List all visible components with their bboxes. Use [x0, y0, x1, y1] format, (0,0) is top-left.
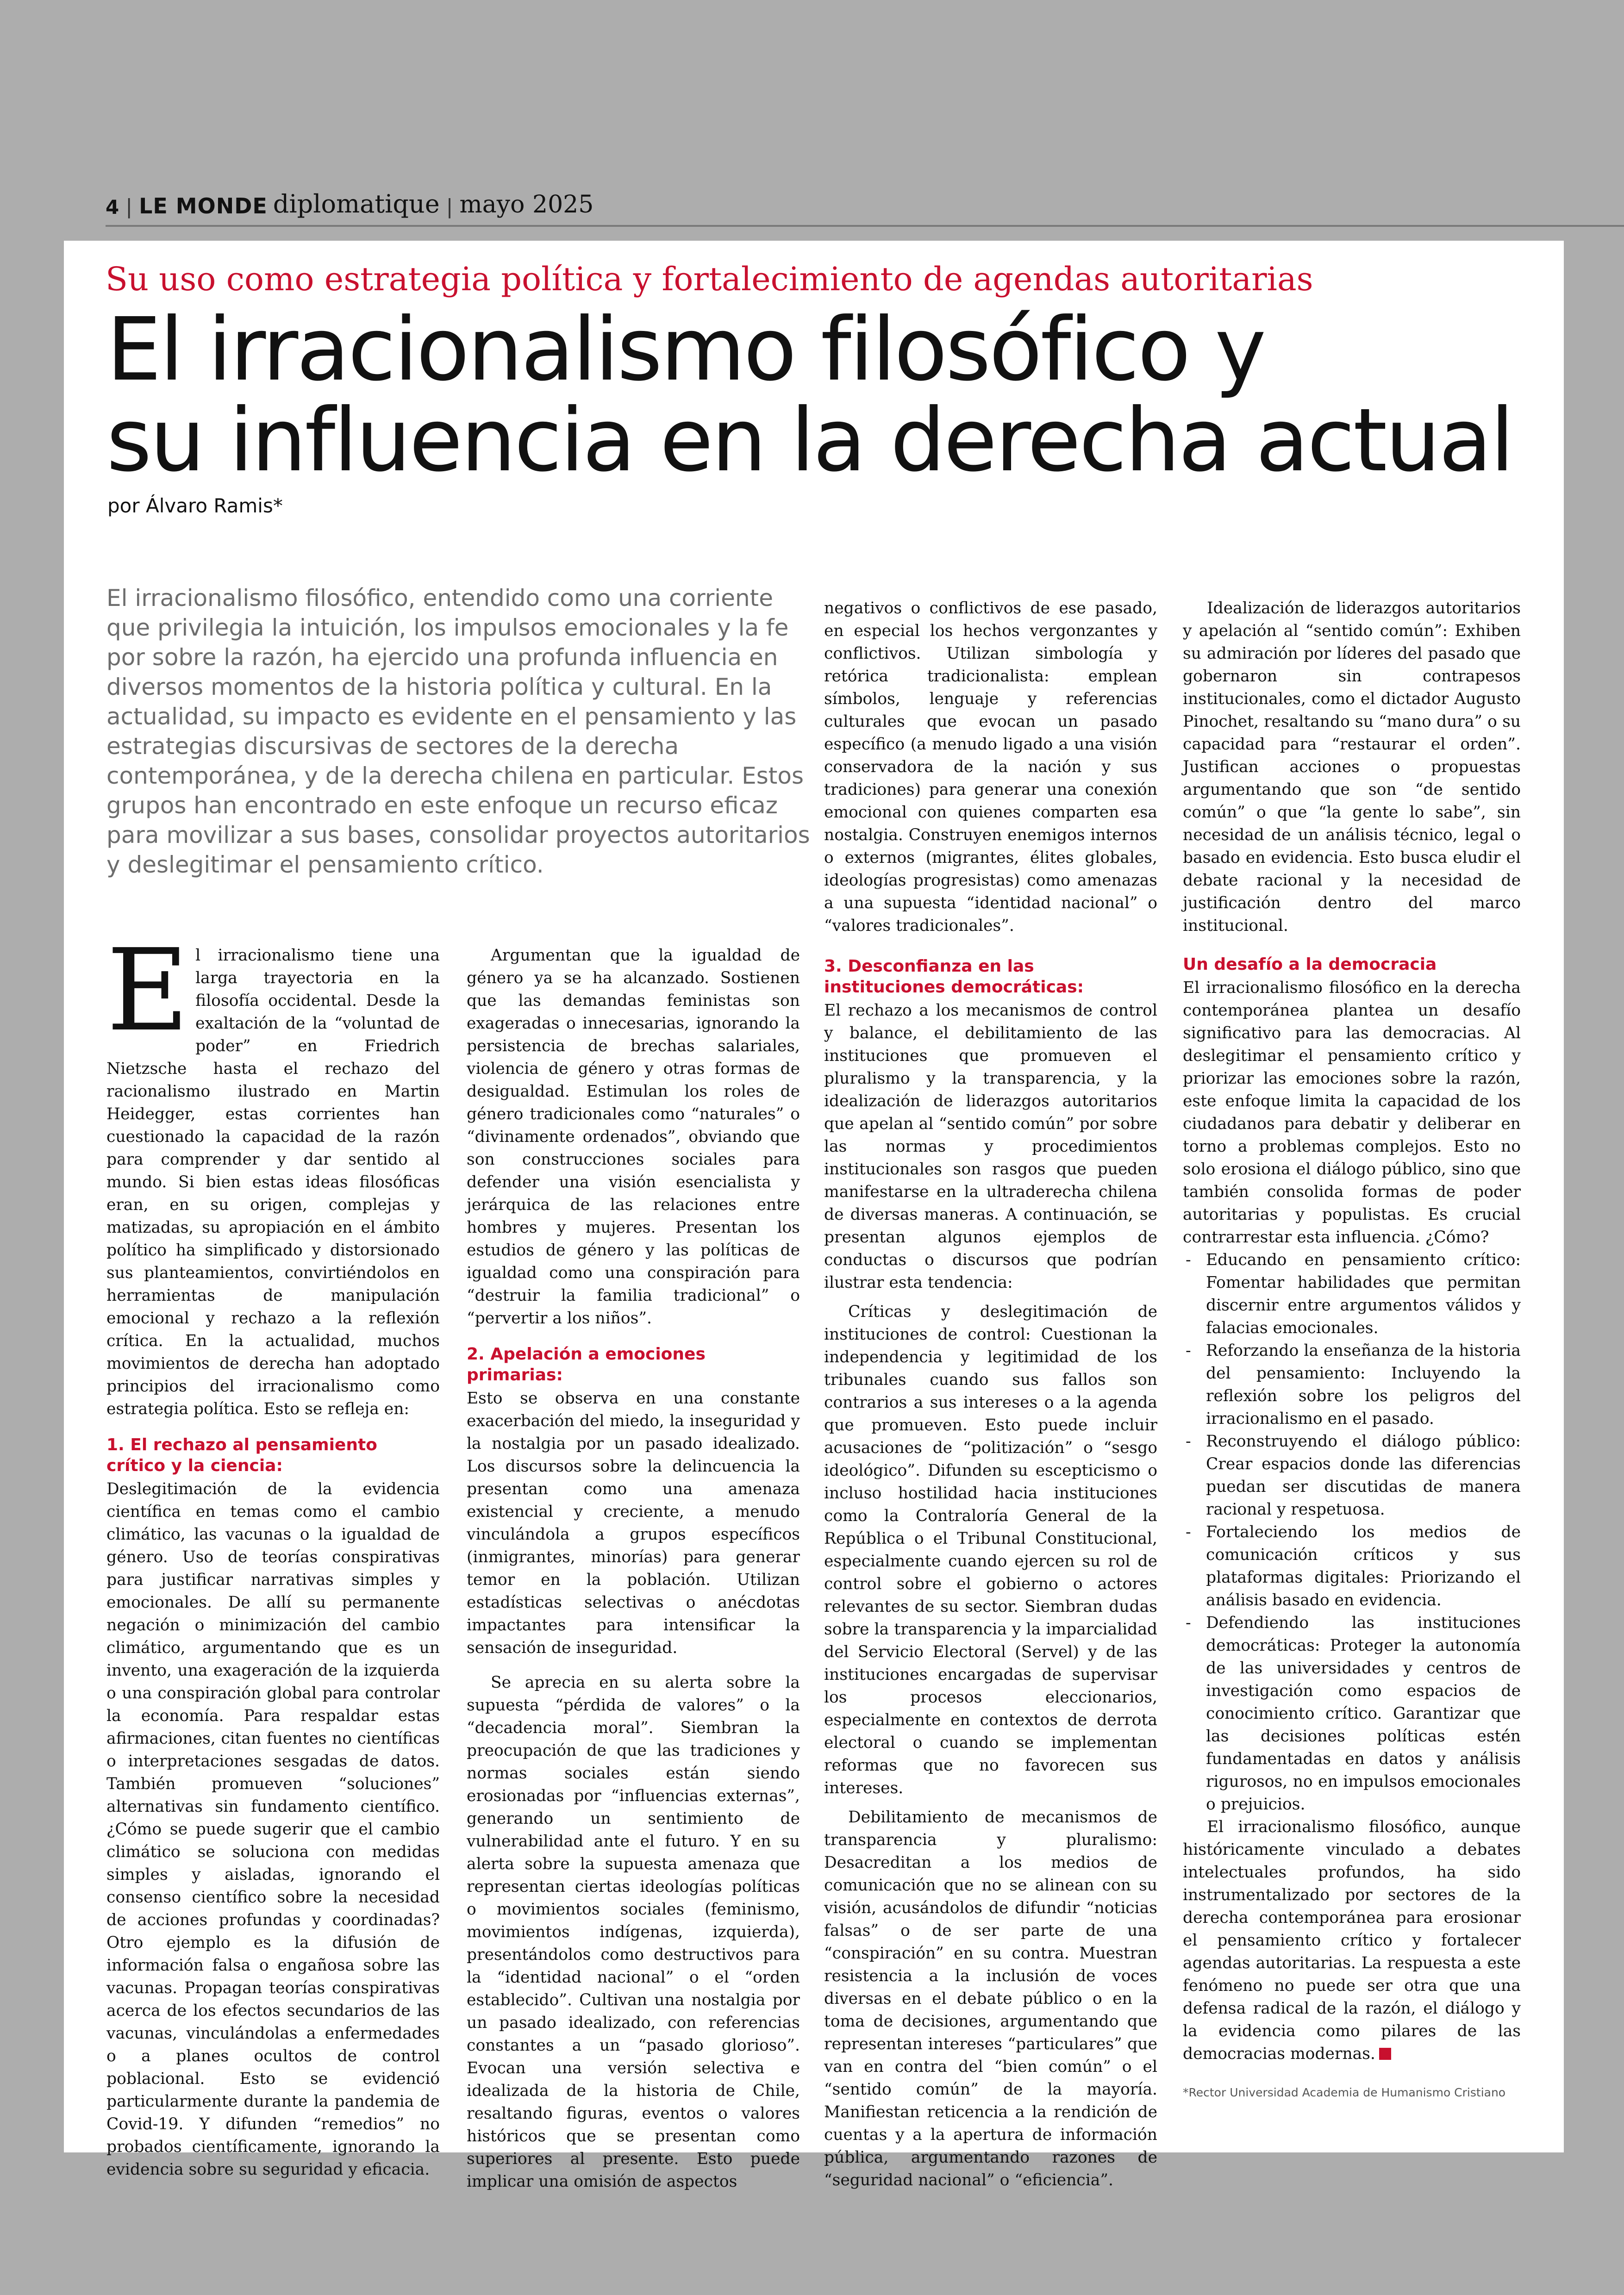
section-2-paragraph-2: Se aprecia en su alerta sobre la supuesta “pérdida de valores” o la “decadencia moral”. Siembran la preocupación de que las tradiciones y normas sociales están siendo erosionadas por “influencias externas”, generando un sentimiento de vulnerabilidad ante el futuro. Y en su alerta sobre la supuesta amenaza que representan ciertas ideologías políticas o movimientos sociales (feminismo, movimientos indígenas, izquierda), presentándolos como destructivos para la “identidad nacional” o el “orden establecido”. Cultivan una nostalgia por un pasado idealizado, con referencias constantes a un “pasado glorioso”. Evocan una versión selectiva e idealizada de la historia de Chile, resaltando figuras, eventos o valores históricos que se presentan como superiores al presente. Esto puede implicar una omisión de aspectos: [467, 1673, 800, 2191]
section-1-text: Deslegitimación de la evidencia científica en temas como el cambio climático, las vacunas o la igualdad de género. Uso de teorías conspirativas para justificar narrativas simples y emocionales. De allí su permanente negación o minimización del cambio climático, argumentando que es un invento, una exageración de la izquierda o una conspiración global para controlar la economía. Para respaldar estas afirmaciones, citan fuentes no científicas o interpretaciones sesgadas de datos. También promueven “soluciones” alternativas sin fundamento científico. ¿Cómo se puede sugerir que el cambio climático se soluciona con medidas simples y aisladas, ignorando el consenso científico sobre la necesidad de acciones profundas y coordinadas? Otro ejemplo es la difusión de información falsa o engañosa sobre las vacunas. Propagan teorías conspirativas acerca de los efectos secundarios de las vacunas, vinculándolas a enfermedades o a planes ocultos de control poblacional. Esto se evidenció particularmente durante la pandemia de Covid-19. Y difunden “remedios” no probados científicamente, ignorando la evidencia sobre su seguridad y eficacia.: [106, 1480, 440, 2179]
column-2: [467, 944, 800, 2193]
section-2-paragraph-1: Esto se observa en una constante exacerbación del miedo, la inseguridad y la nostalgia por un pasado idealizado. Los discursos sobre la delincuencia la presentan como una amenaza existencial y creciente, a menudo vinculándola a grupos específicos (inmigrantes, minorías) para generar temor en la población. Utilizan estadísticas selectivas o anécdotas impactantes para intensificar la sensación de inseguridad.: [467, 1389, 800, 1657]
list-item: - Reforzando la enseñanza de la historia del pensamiento: Incluyendo la reflexión sobre los peligros del irracionalismo en el pasado.: [1183, 1340, 1521, 1430]
masthead-separator: |: [125, 195, 133, 218]
section-3-paragraph-1: El rechazo a los mecanismos de control y balance, el debilitamiento de las instituciones que promueven el pluralismo y la transparencia, y la idealización de liderazgos autoritarios que apelan al “sentido común” por sobre las normas y procedimientos institucionales son rasgos que pueden manifestarse en la ultraderecha chilena de diversas maneras. A continuación, se presentan algunos ejemplos de conductas o discursos que podrían ilustrar esta tendencia:: [824, 1001, 1157, 1292]
brand-name: LE MONDE: [139, 193, 268, 218]
column-4-paragraph-1: Idealización de liderazgos autoritarios y apelación al “sentido común”: Exhiben su admiración por líderes del pasado que gobernaron sin contrapesos institucionales, como el dictador Augusto Pinochet, resaltando su “mano dura” o su capacidad para “restaurar el orden”. Justifican acciones o propuestas argumentando que son “de sentido común” o que “la gente lo sabe”, sin necesidad de un análisis técnico, legal o basado en evidencia. Esto busca eludir el debate racional y la necesidad de justificación dentro del marco institucional.: [1183, 599, 1521, 935]
article-title: [106, 299, 1542, 491]
title-line-1: El irracionalismo filosófico y: [106, 299, 1265, 400]
list-item: - Defendiendo las instituciones democráticas: Proteger la autonomía de las universidades y centros de investigación como espacios de conocimiento crítico. Garantizar que las decisiones políticas estén fundamentadas en datos y análisis rigurosos, no en impulsos emocionales o prejuicios.: [1183, 1612, 1521, 1816]
closing-text: El irracionalismo filosófico, aunque históricamente vinculado a debates intelectuales profundos, ha sido instrumentalizado por sectores de la derecha contemporánea para erosionar el pensamiento crítico y fortalecer agendas autoritarias. La respuesta a este fenómeno no puede ser otra que una defensa radical de la razón, el diálogo y la evidencia como pilares de las democracias modernas.: [1183, 1818, 1521, 2063]
section-heading-1: 1. El rechazo al pensamiento crítico y la ciencia:: [106, 1435, 377, 1475]
closing-paragraph: [1183, 1816, 1521, 2065]
column-3: [824, 597, 1157, 2192]
title-line-2: su influencia en la derecha actual: [106, 390, 1513, 491]
article-lead: El irracionalismo filosófico, entendido como una corriente que privilegia la intuición, los impulsos emocionales y la fe por sobre la razón, ha ejercido una profunda influencia en diversos momentos de la historia política y cultural. En la actualidad, su impacto es evidente en el pensamiento y las estrategias discursivas de sectores de la derecha contemporánea, y de la derecha chilena en particular. Estos grupos han encontrado en este enfoque un recurso eficaz para movilizar a sus bases, consolidar proyectos autoritarios y deslegitimar el pensamiento crítico.: [106, 585, 810, 878]
page-number: 4: [106, 196, 119, 218]
list-item: - Educando en pensamiento crítico: Fomentar habilidades que permitan discernir entre argumentos válidos y falacias emocionales.: [1183, 1249, 1521, 1340]
brand-subtitle: diplomatique: [273, 189, 440, 218]
column-4: [1183, 597, 1521, 2101]
masthead-separator: |: [446, 195, 453, 218]
article-kicker: Su uso como estrategia política y fortalecimiento de agendas autoritarias: [106, 260, 1313, 298]
section-heading-3: 3. Desconfianza en las instituciones democráticas:: [824, 957, 1084, 997]
section-4-paragraph-1: El irracionalismo filosófico en la derecha contemporánea plantea un desafío significativo para las democracias. Al deslegitimar el pensamiento crítico y priorizar las emociones sobre la razón, este enfoque limita la capacidad de los ciudadanos para debatir y deliberar en torno a problemas complejos. Esto no solo erosiona el diálogo público, sino que también consolida formas de poder autoritarias y populistas. Es crucial contrarrestar esta influencia. ¿Cómo?: [1183, 979, 1521, 1247]
drop-cap: E: [106, 925, 189, 1056]
author-footnote: *Rector Universidad Academia de Humanismo Cristiano: [1183, 2086, 1506, 2099]
section-3-paragraph-3: Debilitamiento de mecanismos de transparencia y pluralismo: Desacreditan a los medios de comunicación que no se alinean con su visión, acusándolos de difundir “noticias falsas” o de ser parte de una “conspiración” en su contra. Muestran resistencia a la inclusión de voces diversas en el debate público o en la toma de decisiones, argumentando que representan intereses “particulares” que van en contra del “bien común” o el “sentido común” de la mayoría. Manifiestan reticencia a la rendición de cuentas y a la apertura de información pública, argumentando razones de “seguridad nacional” o “eficiencia”.: [824, 1808, 1157, 2189]
column-1: [106, 925, 440, 2181]
section-heading-4: Un desafío a la democracia: [1183, 955, 1437, 974]
intro-paragraph: [106, 925, 440, 1421]
recommendation-list: [1183, 1249, 1521, 1816]
article-page: [64, 241, 1564, 2191]
masthead: [106, 187, 1624, 227]
end-mark-icon: [1379, 2048, 1391, 2060]
issue-date: mayo 2025: [459, 191, 594, 218]
gender-paragraph: Argumentan que la igualdad de género ya se ha alcanzado. Sostienen que las demandas feministas son exageradas o innecesarias, ignorando la persistencia de brechas salariales, violencia de género y otras formas de desigualdad. Estimulan los roles de género tradicionales como “naturales” o “divinamente ordenados”, obviando que son construcciones sociales para defender una visión esencialista y jerárquica de las relaciones entre hombres y mujeres. Presentan los estudios de género y las políticas de igualdad como una conspiración para “destruir la familia tradicional” o “pervertir a los niños”.: [467, 946, 800, 1328]
list-item: - Reconstruyendo el diálogo público: Crear espacios donde las diferencias puedan ser discutidas de manera racional y respetuosa.: [1183, 1430, 1521, 1521]
column-3-continuation: negativos o conflictivos de ese pasado, en especial los hechos vergonzantes y conflictivos. Utilizan simbología y retórica tradicionalista: emplean símbolos, lenguaje y referencias culturales que evocan un pasado específico (a menudo ligado a una visión conservadora de la nación y sus tradiciones) para generar una conexión emocional con quienes comparten esa nostalgia. Construyen enemigos internos o externos (migrantes, élites globales, ideologías progresistas) como amenazas a una supuesta “identidad nacional” o “valores tradicionales”.: [824, 599, 1157, 935]
section-heading-2: 2. Apelación a emociones primarias:: [467, 1345, 706, 1384]
intro-text: l irracionalismo tiene una larga trayectoria en la filosofía occidental. Desde la exaltación de la “voluntad de poder” en Friedrich Nietzsche hasta el rechazo del racionalismo ilustrado en Martin Heidegger, estas corrientes han cuestionado la capacidad de la razón para comprender y dar sentido al mundo. Si bien estas ideas filosóficas eran, en su origen, complejas y matizadas, su apropiación en el ámbito político ha simplificado y distorsionado sus planteamientos, convirtiéndolos en herramientas de manipulación emocional y rechazo a la reflexión crítica. En la actualidad, muchos movimientos de derecha han adoptado principios del irracionalismo como estrategia política. Esto se refleja en:: [106, 946, 440, 1418]
article-byline: por Álvaro Ramis*: [107, 494, 283, 517]
section-3-paragraph-2: Críticas y deslegitimación de instituciones de control: Cuestionan la independencia y legitimidad de los tribunales cuando sus fallos son contrarios a sus intereses o a la agenda que promueven. Esto puede incluir acusaciones de “politización” o “sesgo ideológico”. Difunden su escepticismo o incluso hostilidad hacia instituciones como la Contraloría General de la República o el Tribunal Constitucional, especialmente cuando ejercen su rol de control sobre el gobierno o actores relevantes de su sector. Siembran dudas sobre la transparencia y la imparcialidad del Servicio Electoral (Servel) y de las instituciones encargadas de supervisar los procesos eleccionarios, especialmente en contextos de derrota electoral o cuando se implementan reformas que no favorecen sus intereses.: [824, 1303, 1157, 1797]
list-item: - Fortaleciendo los medios de comunicación críticos y sus plataformas digitales: Priorizando el análisis basado en evidencia.: [1183, 1521, 1521, 1612]
